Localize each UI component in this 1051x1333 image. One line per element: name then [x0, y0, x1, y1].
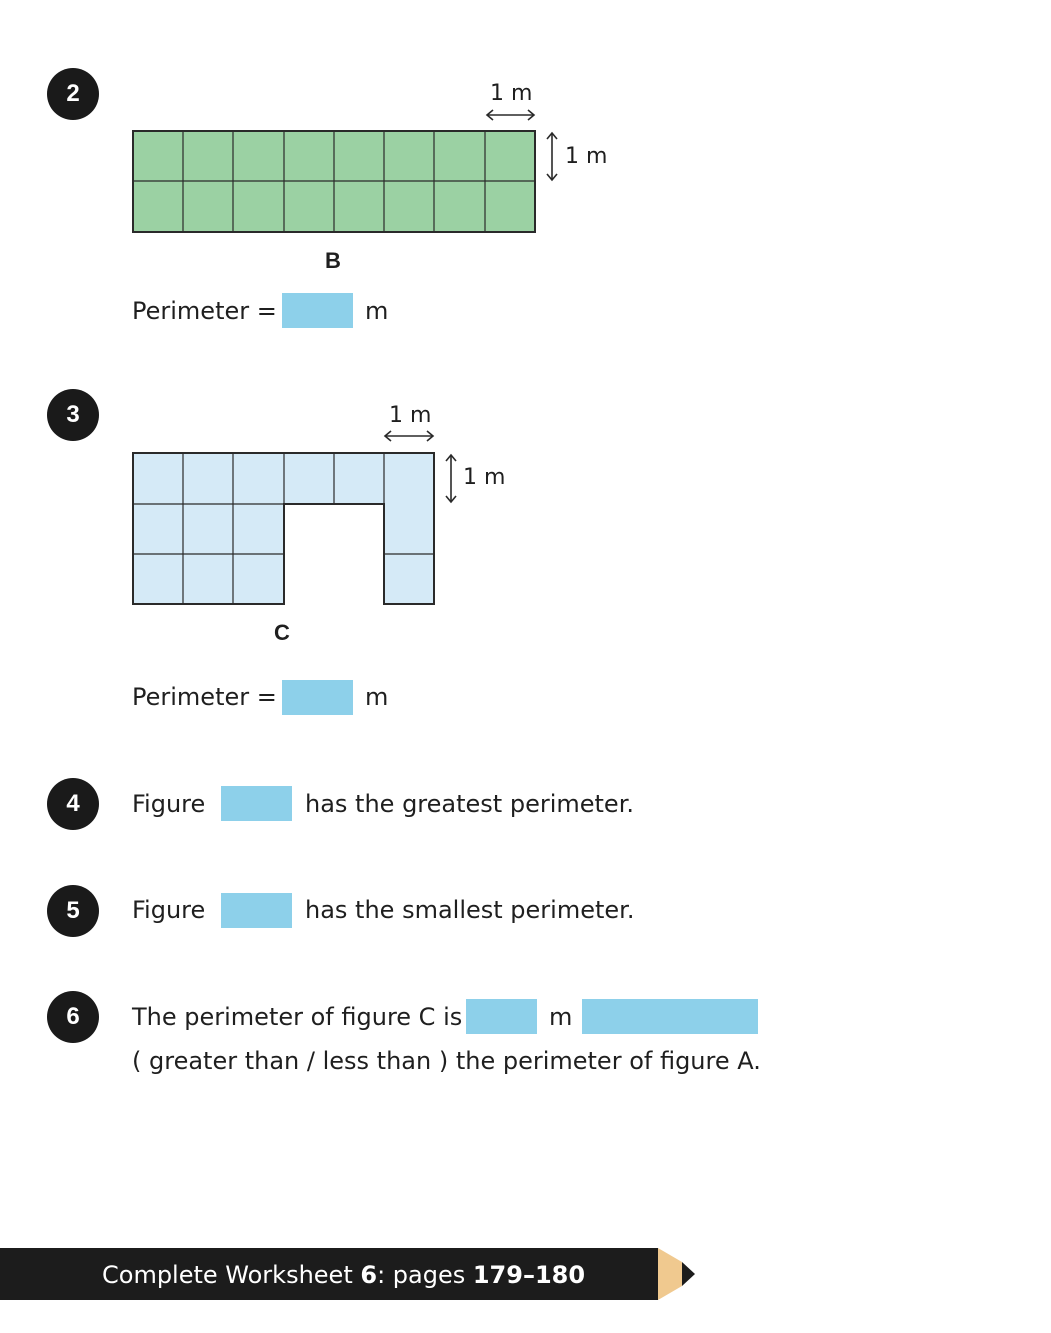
- footer-pages: 179–180: [472, 1261, 586, 1289]
- perimeter-prompt-c: Perimeter =: [132, 683, 277, 711]
- question-number-4: 4: [47, 778, 99, 830]
- double-arrow-horizontal-icon: [385, 431, 433, 441]
- perimeter-prompt-b: Perimeter =: [132, 297, 277, 325]
- footer-middle: : pages: [377, 1261, 473, 1289]
- q4-text-after: has the greatest perimeter.: [305, 790, 634, 818]
- answer-box-comparison[interactable]: [582, 999, 758, 1034]
- pencil-tip-icon: [658, 1248, 698, 1300]
- question-number-2: 2: [47, 68, 99, 120]
- question-number-6: 6: [47, 991, 99, 1043]
- double-arrow-horizontal-icon: [487, 110, 534, 120]
- figure-c-label: C: [274, 620, 290, 645]
- footer-worksheet-number: 6: [360, 1261, 378, 1289]
- figure-b-width-label: 1 m: [490, 81, 533, 106]
- figure-b: [133, 131, 535, 232]
- answer-box-difference[interactable]: [466, 999, 537, 1034]
- figure-b-height-label: 1 m: [565, 144, 608, 169]
- q5-text-before: Figure: [132, 896, 206, 924]
- answer-box-perimeter-b[interactable]: [282, 293, 353, 328]
- footer-prefix: Complete Worksheet: [102, 1261, 361, 1289]
- question-number-5: 5: [47, 885, 99, 937]
- unit-m-c: m: [365, 683, 389, 711]
- q6-line1-text: The perimeter of figure C is: [132, 1003, 463, 1031]
- answer-box-perimeter-c[interactable]: [282, 680, 353, 715]
- unit-m-b: m: [365, 297, 389, 325]
- answer-box-smallest-figure[interactable]: [221, 893, 292, 928]
- figure-b-label: B: [325, 248, 341, 273]
- q5-text-after: has the smallest perimeter.: [305, 896, 635, 924]
- q6-unit-m: m: [549, 1003, 573, 1031]
- figure-c-width-label: 1 m: [389, 403, 432, 428]
- answer-box-greatest-figure[interactable]: [221, 786, 292, 821]
- double-arrow-vertical-icon: [547, 133, 557, 180]
- question-number-3: 3: [47, 389, 99, 441]
- footer-text: [102, 1258, 585, 1292]
- figure-c-height-label: 1 m: [463, 465, 506, 490]
- figure-c: [133, 453, 434, 604]
- double-arrow-vertical-icon: [446, 455, 456, 502]
- q4-text-before: Figure: [132, 790, 206, 818]
- q6-line2-text: ( greater than / less than ) the perimeter of figure A.: [132, 1047, 761, 1075]
